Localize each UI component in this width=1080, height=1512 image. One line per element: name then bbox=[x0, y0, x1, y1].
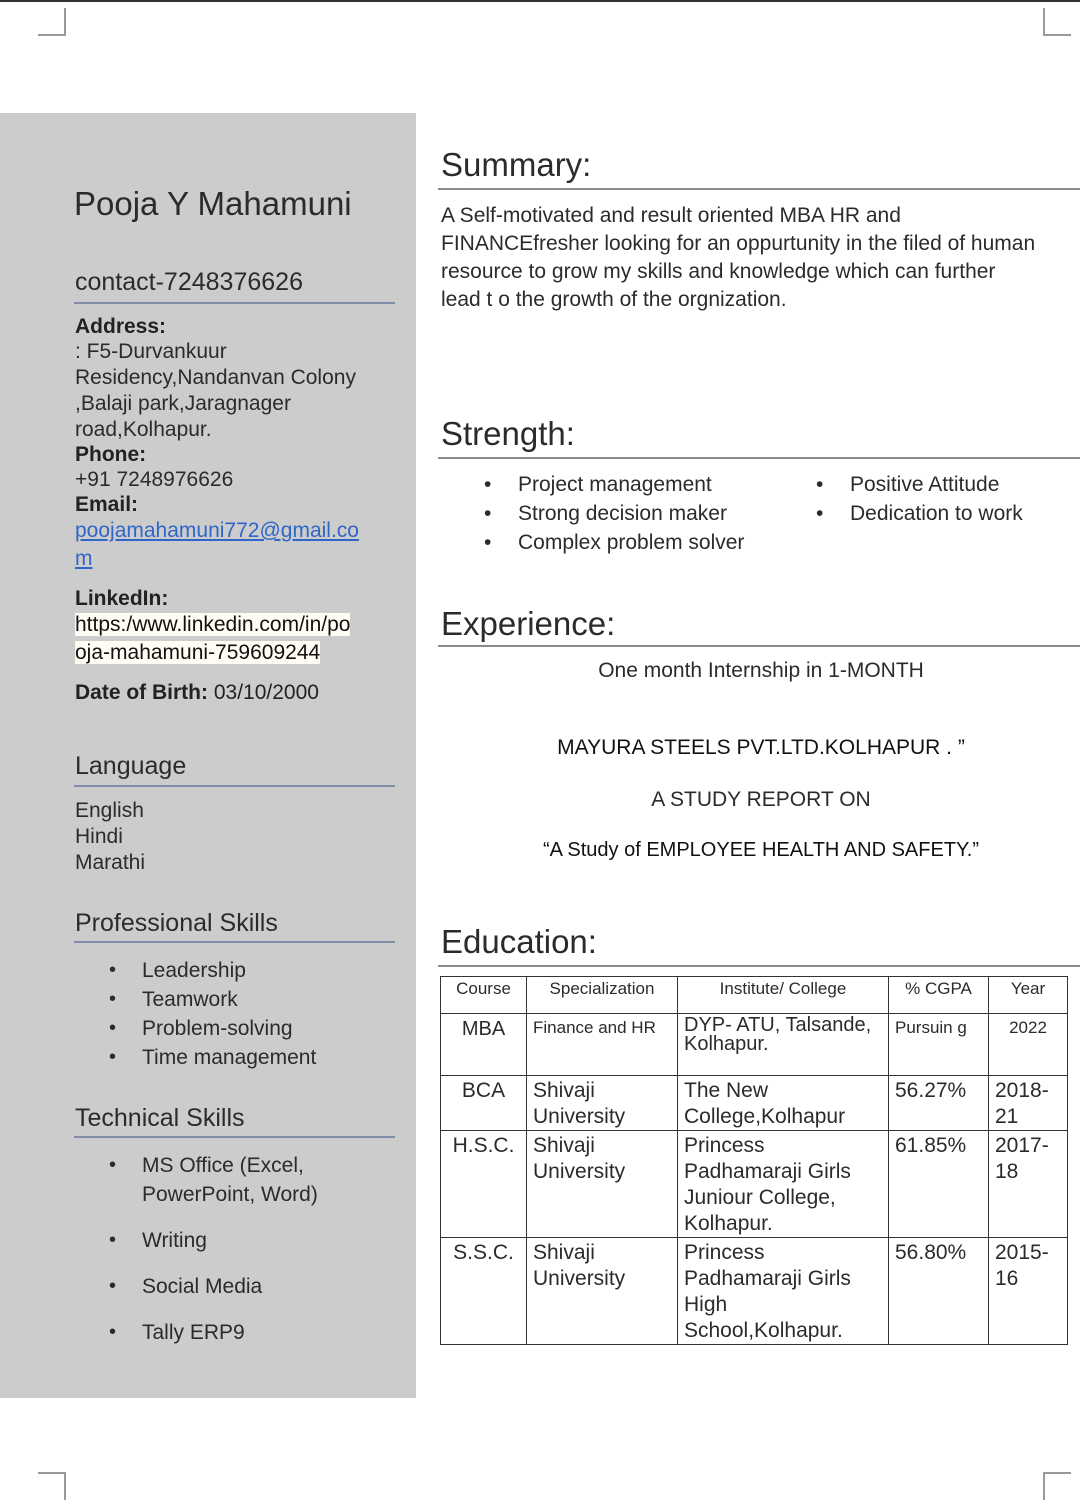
list-item: • Time management bbox=[75, 1043, 405, 1072]
table-row bbox=[441, 1238, 1068, 1345]
table-cell: Princess Padhamaraji Girls Juniour College, Kolhapur. bbox=[678, 1131, 889, 1238]
education-heading: Education: bbox=[441, 923, 597, 960]
table-cell: H.S.C. bbox=[441, 1131, 527, 1238]
crop-mark-top-left bbox=[38, 8, 66, 36]
table-header: Institute/ College bbox=[678, 977, 889, 1014]
professional-skills-heading: Professional Skills bbox=[75, 909, 278, 937]
language-heading: Language bbox=[75, 752, 187, 780]
language-item: English bbox=[75, 799, 144, 822]
summary-heading: Summary: bbox=[441, 146, 592, 183]
table-cell: 2015-16 bbox=[989, 1238, 1068, 1345]
table-header: Year bbox=[989, 977, 1068, 1014]
address-line: ,Balaji park,Jaragnager bbox=[75, 392, 291, 415]
list-item: • Social Media bbox=[75, 1272, 405, 1301]
summary-line: A Self-motivated and result oriented MBA HR and bbox=[441, 204, 901, 227]
education-divider bbox=[438, 965, 1080, 967]
list-item: • Positive Attitude bbox=[812, 470, 1072, 499]
table-cell: 61.85% bbox=[889, 1131, 989, 1238]
experience-divider bbox=[438, 645, 1080, 647]
table-cell: S.S.C. bbox=[441, 1238, 527, 1345]
education-table bbox=[440, 976, 1068, 1345]
phone-label: Phone: bbox=[75, 443, 147, 466]
list-item-text: PowerPoint, Word) bbox=[142, 1183, 318, 1206]
table-cell: 2017-18 bbox=[989, 1131, 1068, 1238]
technical-skills-divider bbox=[74, 1136, 395, 1138]
technical-skills-list bbox=[75, 1151, 405, 1347]
experience-report-label: A STUDY REPORT ON bbox=[651, 788, 871, 811]
list-item: • Dedication to work bbox=[812, 499, 1072, 528]
list-item: • Writing bbox=[75, 1226, 405, 1255]
table-cell: 2018-21 bbox=[989, 1076, 1068, 1131]
table-cell: MBA bbox=[441, 1014, 527, 1076]
table-header: Course bbox=[441, 977, 527, 1014]
list-item: • Project management bbox=[480, 470, 800, 499]
linkedin-line[interactable]: oja-mahamuni-759609244 bbox=[75, 641, 321, 664]
linkedin-label: LinkedIn: bbox=[75, 587, 169, 610]
table-row bbox=[441, 1014, 1068, 1076]
address-line: Residency,Nandanvan Colony bbox=[75, 366, 356, 389]
table-cell: Pursuin g bbox=[889, 1014, 989, 1076]
table-cell: Princess Padhamaraji Girls High School,Kolhapur. bbox=[678, 1238, 889, 1345]
table-cell: 2022 bbox=[989, 1014, 1068, 1076]
strength-list-2 bbox=[812, 470, 1072, 528]
address-label: Address: bbox=[75, 315, 167, 338]
linkedin-line[interactable]: https:/www.linkedin.com/in/po bbox=[75, 613, 351, 636]
table-header-row bbox=[441, 977, 1068, 1014]
date-of-birth bbox=[75, 681, 405, 705]
phone-value: +91 7248976626 bbox=[75, 468, 234, 491]
table-cell: Finance and HR bbox=[527, 1014, 678, 1076]
crop-mark-top-right bbox=[1043, 8, 1071, 36]
experience-report-title: “A Study of EMPLOYEE HEALTH AND SAFETY.” bbox=[542, 839, 980, 861]
page-top-border bbox=[0, 0, 1080, 2]
table-header: Specialization bbox=[527, 977, 678, 1014]
table-cell: DYP- ATU, Talsande, Kolhapur. bbox=[678, 1014, 889, 1076]
list-item bbox=[75, 1151, 405, 1209]
table-cell: 56.80% bbox=[889, 1238, 989, 1345]
address-line: road,Kolhapur. bbox=[75, 418, 212, 441]
email-link[interactable] bbox=[75, 517, 405, 573]
contact-details bbox=[75, 315, 405, 705]
list-item: • Strong decision maker bbox=[480, 499, 800, 528]
table-cell: Shivaji University bbox=[527, 1238, 678, 1345]
crop-mark-bottom-left bbox=[38, 1472, 66, 1500]
table-row bbox=[441, 1076, 1068, 1131]
crop-mark-bottom-right bbox=[1043, 1472, 1071, 1500]
summary-text bbox=[441, 202, 1080, 314]
email-line[interactable]: m bbox=[75, 547, 93, 570]
strength-heading: Strength: bbox=[441, 415, 575, 452]
language-list bbox=[75, 798, 145, 876]
experience-company: MAYURA STEELS PVT.LTD.KOLHAPUR . ” bbox=[557, 736, 965, 759]
technical-skills-heading: Technical Skills bbox=[75, 1104, 245, 1132]
linkedin-url[interactable] bbox=[75, 611, 405, 667]
strength-list-1 bbox=[480, 470, 800, 557]
professional-skills-list bbox=[75, 956, 405, 1072]
email-label: Email: bbox=[75, 493, 139, 516]
experience-heading: Experience: bbox=[441, 605, 616, 642]
experience-duration: One month Internship in 1-MONTH bbox=[598, 659, 924, 682]
email-line[interactable]: poojamahamuni772@gmail.co bbox=[75, 519, 359, 542]
list-item: • Teamwork bbox=[75, 985, 405, 1014]
summary-line: lead t o the growth of the orgnization. bbox=[441, 288, 787, 311]
contact-divider bbox=[74, 302, 395, 304]
table-row bbox=[441, 1131, 1068, 1238]
dob-label: Date of Birth: bbox=[75, 681, 208, 704]
candidate-name: Pooja Y Mahamuni bbox=[74, 185, 352, 222]
summary-line: resource to grow my skills and knowledge which can further bbox=[441, 260, 996, 283]
strength-divider bbox=[438, 457, 1080, 459]
table-cell: Shivaji University bbox=[527, 1131, 678, 1238]
summary-divider bbox=[438, 188, 1080, 190]
table-cell: BCA bbox=[441, 1076, 527, 1131]
list-item: • Tally ERP9 bbox=[75, 1318, 405, 1347]
contact-number: contact-7248376626 bbox=[75, 268, 303, 296]
table-cell: 56.27% bbox=[889, 1076, 989, 1131]
address-line: : F5-Durvankuur bbox=[75, 340, 227, 363]
dob-value: 03/10/2000 bbox=[213, 681, 319, 704]
language-item: Hindi bbox=[75, 825, 123, 848]
professional-skills-divider bbox=[74, 941, 395, 943]
table-header: % CGPA bbox=[889, 977, 989, 1014]
list-item: • Complex problem solver bbox=[480, 528, 800, 557]
language-divider bbox=[74, 785, 395, 787]
table-cell: Shivaji University bbox=[527, 1076, 678, 1131]
language-item: Marathi bbox=[75, 851, 146, 874]
list-item: • Leadership bbox=[75, 956, 405, 985]
list-item-text: MS Office (Excel, bbox=[142, 1154, 304, 1177]
list-item: • Problem-solving bbox=[75, 1014, 405, 1043]
table-cell: The New College,Kolhapur bbox=[678, 1076, 889, 1131]
summary-line: FINANCEfresher looking for an oppurtunity in the filed of human bbox=[441, 232, 1036, 255]
